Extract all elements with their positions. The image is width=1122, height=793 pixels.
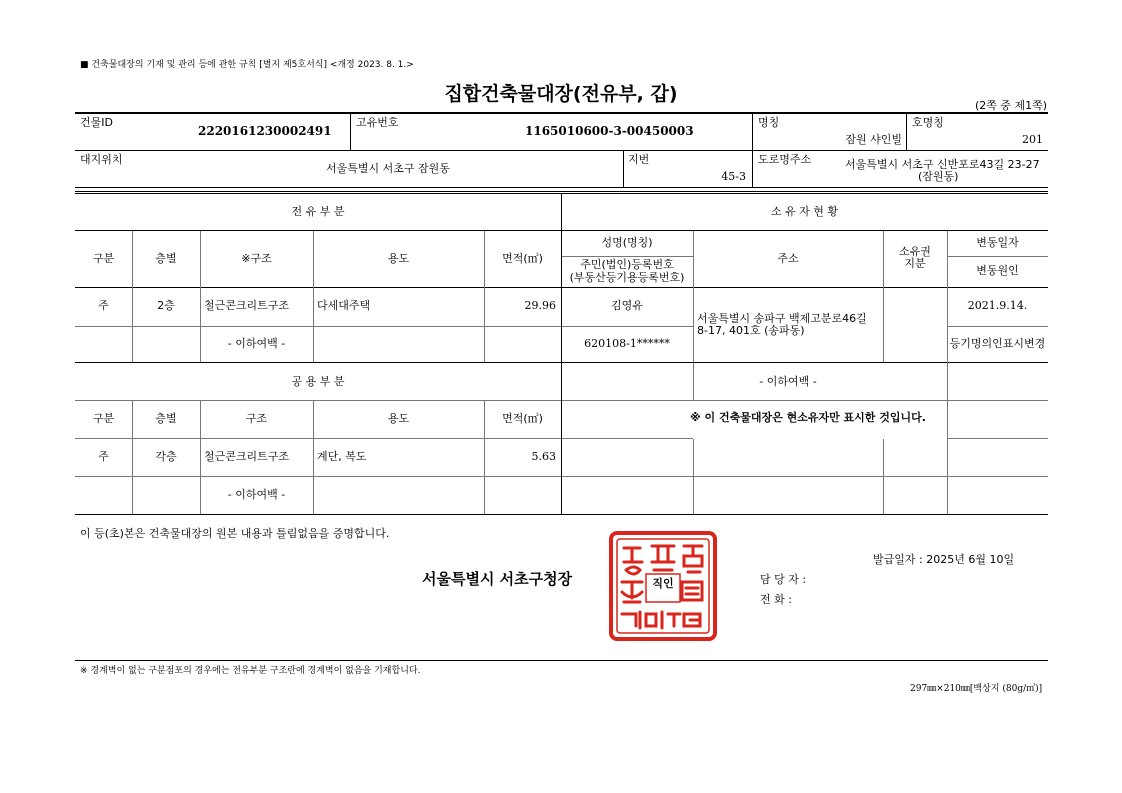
common-header-use: 용도: [387, 412, 410, 425]
col-header-type: 구분: [92, 252, 115, 265]
rule: [561, 326, 694, 327]
col-header-floor: 층별: [155, 252, 177, 265]
owner-name: 김영유: [611, 299, 643, 312]
owner-header-share-line1: 소유권: [899, 245, 931, 258]
unit-name-label: 호명칭: [912, 116, 944, 129]
owner-reg-no: 620108-1******: [584, 337, 670, 350]
road-label: 도로명주소: [758, 153, 812, 166]
seal-label: 직인: [652, 577, 674, 590]
info-bottom-rule: [75, 187, 1048, 188]
unique-no-value: 1165010600-3-00450003: [525, 124, 694, 138]
officer-label: 담 당 자 :: [760, 573, 807, 586]
table-bottom-rule: [75, 514, 1048, 515]
name-label: 명칭: [758, 116, 780, 129]
document-title: 집합건축물대장(전유부, 갑): [444, 83, 678, 105]
lot-value: 45-3: [721, 170, 746, 183]
owner-address-line1: 서울특별시 송파구 백제고분로46길: [697, 312, 867, 325]
common-blank: - 이하여백 -: [227, 488, 286, 501]
exclusive-section-title: 전 유 부 분: [291, 205, 345, 218]
exclusive-use: 다세대주택: [317, 299, 371, 312]
common-type: 주: [98, 450, 109, 463]
col-header-area: 면적(㎡): [502, 252, 543, 265]
phone-label: 전 화 :: [760, 593, 792, 606]
owner-header-reg-line2: (부동산등기용등록번호): [569, 271, 685, 284]
lot-label: 지번: [628, 153, 650, 166]
rule: [313, 231, 314, 362]
site-value: 서울특별시 서초구 잠원동: [326, 162, 450, 175]
building-id-label: 건물ID: [80, 116, 113, 129]
name-value: 잠원 샤인빌: [845, 133, 902, 146]
certify-text: 이 등(초)본은 건축물대장의 원본 내용과 틀림없음을 증명합니다.: [80, 527, 390, 540]
common-header-area: 면적(㎡): [502, 412, 543, 425]
issuing-authority: 서울특별시 서초구청장: [422, 570, 573, 588]
common-header-floor: 층별: [155, 412, 177, 425]
issue-date: 발급일자 : 2025년 6월 10일: [873, 553, 1015, 566]
footer-rule: [75, 660, 1048, 661]
common-use: 계단, 복도: [317, 450, 367, 463]
paper-spec: 297㎜×210㎜[백상지 (80g/㎡)]: [910, 684, 1043, 694]
common-structure: 철근콘크리트구조: [204, 450, 290, 463]
building-id-value: 2220161230002491: [198, 124, 332, 138]
rule: [883, 439, 884, 514]
road-address-line2: (잠원동): [918, 170, 959, 183]
road-address-line1: 서울특별시 서초구 신반포로43길 23-27: [845, 158, 1040, 171]
common-floor: 각층: [155, 450, 177, 463]
common-section-title: 공 용 부 분: [291, 375, 345, 388]
exclusive-blank: - 이하여백 -: [227, 337, 286, 350]
rule: [693, 439, 694, 514]
page-info: (2쪽 중 제1쪽): [975, 99, 1048, 112]
exclusive-type: 주: [98, 299, 109, 312]
col-header-structure: ※구조: [241, 252, 272, 265]
top-rule: [75, 112, 1048, 114]
owner-address-line2: 8-17, 401호 (송파동): [697, 324, 805, 337]
owner-section-title: 소 유 자 현 황: [770, 205, 839, 218]
common-header-type: 구분: [92, 412, 115, 425]
rule: [75, 326, 561, 327]
info-divider: [623, 151, 624, 187]
owner-header-name: 성명(명칭): [601, 236, 653, 249]
owner-change-date: 2021.9.14.: [967, 299, 1028, 312]
exclusive-floor: 2층: [157, 299, 175, 312]
col-header-use: 용도: [387, 252, 410, 265]
owner-notice: ※ 이 건축물대장은 현소유자만 표시한 것입니다.: [690, 411, 926, 424]
rule: [132, 231, 133, 362]
owner-header-reg-line1: 주민(법인)등록번호: [580, 258, 674, 271]
unique-no-label: 고유번호: [356, 116, 399, 129]
site-label: 대지위치: [80, 153, 123, 166]
exclusive-structure: 철근콘크리트구조: [204, 299, 290, 312]
rule: [947, 326, 1048, 327]
owner-blank: - 이하여백 -: [759, 375, 817, 388]
rule: [75, 438, 693, 439]
rule: [947, 438, 1048, 439]
owner-change-reason: 등기명의인표시변경: [949, 337, 1046, 350]
info-divider: [752, 113, 753, 187]
info-divider: [906, 113, 907, 150]
rule: [693, 231, 694, 362]
owner-header-share-line2: 지분: [904, 257, 926, 270]
rule: [561, 256, 694, 257]
info-mid-rule: [75, 150, 1048, 151]
regulation-text: ■ 건축물대장의 기재 및 관리 등에 관한 규칙 [별지 제5호서식] <개정 2023. 8. 1.>: [80, 60, 414, 70]
owner-header-date: 변동일자: [976, 236, 1019, 249]
unit-name-value: 201: [1022, 133, 1043, 146]
info-divider: [350, 113, 351, 150]
owner-header-reason: 변동원인: [976, 264, 1019, 277]
common-header-structure: 구조: [245, 412, 268, 425]
exclusive-area: 29.96: [524, 299, 556, 312]
rule: [947, 256, 1048, 257]
common-area: 5.63: [531, 450, 556, 463]
footnote: ※ 경계벽이 없는 구분점포의 경우에는 전유부분 구조란에 경계벽이 없음을 기재합니다.: [80, 666, 421, 676]
rule: [484, 231, 485, 362]
owner-header-address: 주소: [777, 252, 799, 265]
table-top-rule: [75, 191, 1048, 192]
